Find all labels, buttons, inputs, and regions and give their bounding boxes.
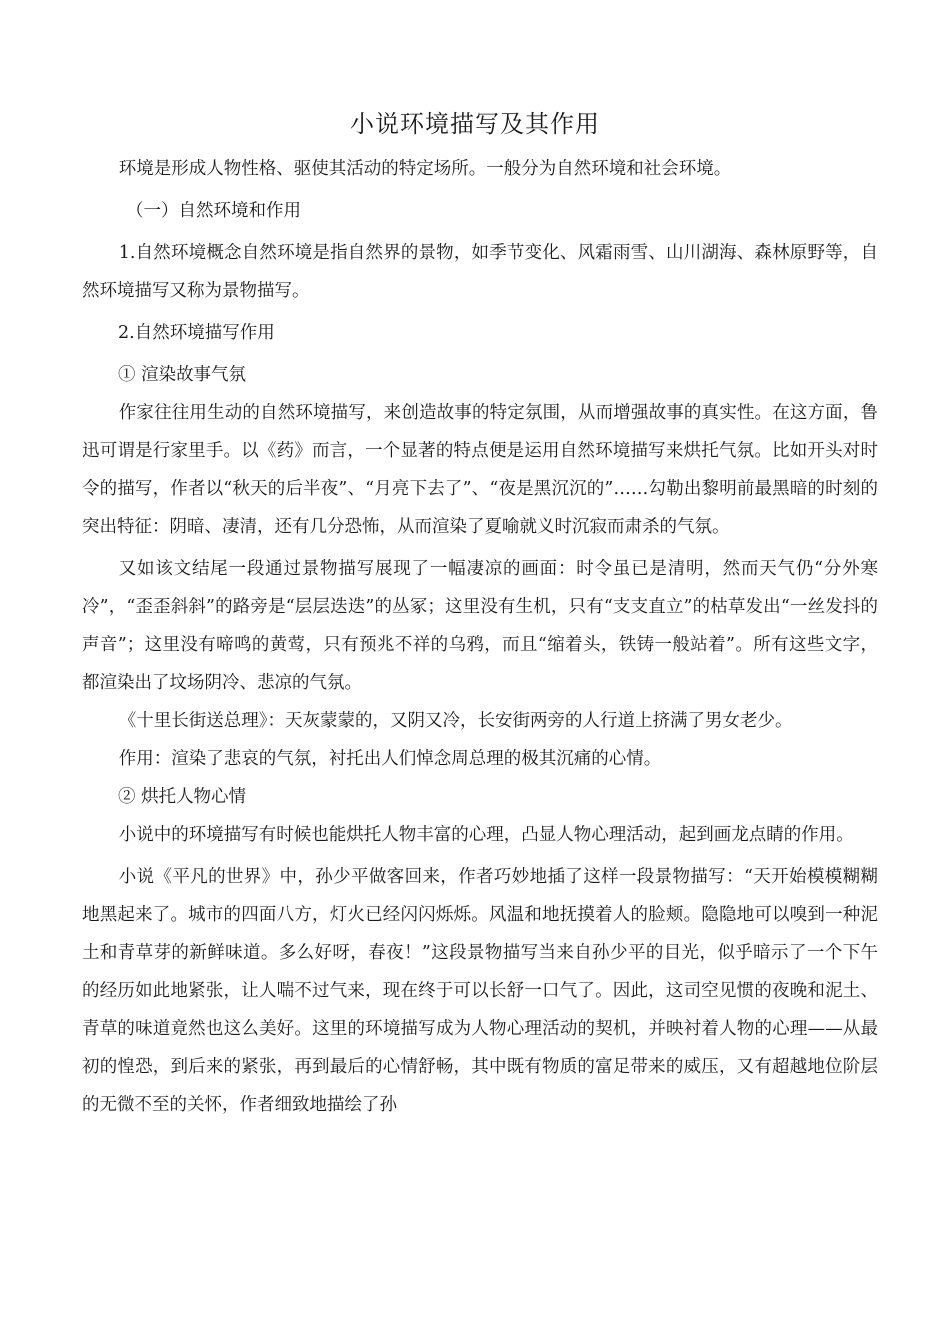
section-heading-natural-environment: （一）自然环境和作用 (126, 201, 301, 221)
subheading-environment-function: 2.自然环境描写作用 (118, 323, 275, 343)
paragraph-atmosphere-example-2: 又如该文结尾一段通过景物描写展现了一幅凄凉的画面：时令虽已是清明，然而天气仍“分外寒冷”，“歪歪斜斜”的路旁是“层层迭迭”的丛冢；这里没有生机，只有“支支直立”的枯草发出“一丝发抖的声音”；这里没有啼鸣的黄莺，只有预兆不祥的乌鸦，而且“缩着头，铁铸一般站着”。所有这些文字，都渲染出了坟场阴冷、悲凉的气氛。 (82, 559, 878, 693)
paragraph-intro: 环境是形成人物性格、驱使其活动的特定场所。一般分为自然环境和社会环境。 (118, 159, 732, 179)
paragraph-natural-environment-concept: 1.自然环境概念自然环境是指自然界的景物，如季节变化、风霜雨雪、山川湖海、森林原野等，自然环境描写又称为景物描写。 (82, 243, 878, 301)
paragraph-ordinary-world-example: 小说《平凡的世界》中，孙少平做客回来，作者巧妙地插了这样一段景物描写：“天开始模模糊糊地黑起来了。城市的四面八方，灯火已经闪闪烁烁。风温和地抚摸着人的脸颊。隐隐地可以嗅到一种泥土和青草芽的新鲜味道。多么好呀，春夜！”这段景物描写当来自孙少平的目光，似乎暗示了一个下午的经历如此地紧张，让人喘不过气来，现在终于可以长舒一口气了。因此，这司空见惯的夜晚和泥土、青草的味道竟然也这么美好。这里的环境描写成为人物心理活动的契机，并映衬着人物的心理——从最初的惶恐，到后来的紧张，再到最后的心情舒畅，其中既有物质的富足带来的威压，又有超越地位阶层的无微不至的关怀，作者细致地描绘了孙 (82, 867, 878, 1115)
subheading-atmosphere: ① 渲染故事气氛 (118, 365, 247, 385)
paragraph-atmosphere-example-1: 作家往往用生动的自然环境描写，来创造故事的特定氛围，从而增强故事的真实性。在这方面，鲁迅可谓是行家里手。以《药》而言，一个显著的特点便是运用自然环境描写来烘托气氛。比如开头对时令的描写，作者以“秋天的后半夜”、“月亮下去了”、“夜是黑沉沉的”……勾勒出黎明前最黑暗的时刻的突出特征：阴暗、凄清，还有几分恐怖，从而渲染了夏喻就义时沉寂而肃杀的气氛。 (82, 403, 878, 537)
paragraph-example-effect: 作用：渲染了悲哀的气氛，衬托出人们悼念周总理的极其沉痛的心情。 (118, 749, 662, 769)
document-body (82, 150, 878, 1124)
paragraph-example-quote: 《十里长街送总理》：天灰蒙蒙的，又阴又冷，长安街两旁的人行道上挤满了男女老少。 (118, 711, 793, 731)
paragraph-character-mood-intro: 小说中的环境描写有时候也能烘托人物丰富的心理，凸显人物心理活动，起到画龙点睛的作用。 (118, 825, 854, 845)
subheading-character-mood: ② 烘托人物心情 (118, 787, 247, 807)
document-title: 小说环境描写及其作用 (350, 110, 600, 138)
